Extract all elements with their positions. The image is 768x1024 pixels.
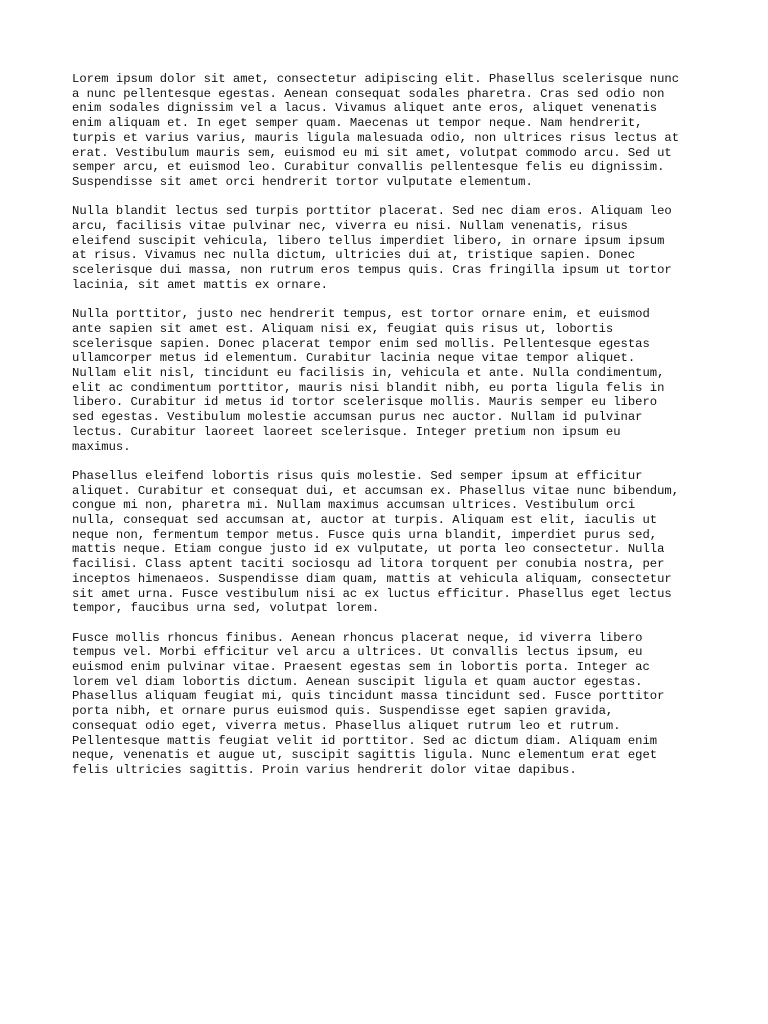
paragraph-1: Lorem ipsum dolor sit amet, consectetur adipiscing elit. Phasellus scelerisque nunc a nunc pellentesque egestas. Aenean consequat sodales pharetra. Cras sed odio non enim sodales dignissim vel a lacus. Vivamus aliquet ante eros, aliquet venenatis enim aliquam et. In eget semper quam. Maecenas ut tempor neque. Nam hendrerit, turpis et varius varius, mauris ligula malesuada odio, non ultrices risus lectus at erat. Vestibulum mauris sem, euismod eu mi sit amet, volutpat commodo arcu. Sed ut semper arcu, et euismod leo. Curabitur convallis pellentesque felis eu dignissim. Suspendisse sit amet orci hendrerit tortor vulputate elementum. xyxy=(72,72,680,189)
document-page xyxy=(72,72,702,792)
paragraph-3: Nulla porttitor, justo nec hendrerit tempus, est tortor ornare enim, et euismod ante sapien sit amet est. Aliquam nisi ex, feugiat quis risus ut, lobortis scelerisque sapien. Donec placerat tempor enim sed mollis. Pellentesque egestas ullamcorper metus id elementum. Curabitur lacinia neque vitae tempor aliquet. Nullam elit nisl, tincidunt eu facilisis in, vehicula et ante. Nulla condimentum, elit ac condimentum porttitor, mauris nisi blandit nibh, eu porta ligula felis in libero. Curabitur id metus id tortor scelerisque mollis. Mauris semper eu libero sed egestas. Vestibulum molestie accumsan purus nec auctor. Nullam id pulvinar lectus. Curabitur laoreet laoreet scelerisque. Integer pretium non ipsum eu maximus. xyxy=(72,307,665,454)
paragraph-2: Nulla blandit lectus sed turpis porttitor placerat. Sed nec diam eros. Aliquam leo arcu, facilisis vitae pulvinar nec, viverra eu nisi. Nullam venenatis, risus eleifend suscipit vehicula, libero tellus imperdiet libero, in ornare ipsum ipsum at risus. Vivamus nec nulla dictum, ultricies dui at, tristique sapien. Donec scelerisque dui massa, non rutrum eros tempus quis. Cras fringilla ipsum ut tortor lacinia, sit amet mattis ex ornare. xyxy=(72,204,672,292)
paragraph-5: Fusce mollis rhoncus finibus. Aenean rhoncus placerat neque, id viverra libero tempus vel. Morbi efficitur vel arcu a ultrices. Ut convallis lectus ipsum, eu euismod enim pulvinar vitae. Praesent egestas sem in lobortis porta. Integer ac lorem vel diam lobortis dictum. Aenean suscipit ligula et quam auctor egestas. Phasellus aliquam feugiat mi, quis tincidunt massa tincidunt sed. Fusce porttitor porta nibh, et ornare purus euismod quis. Suspendisse eget sapien gravida, consequat odio eget, viverra metus. Phasellus aliquet rutrum leo et rutrum. Pellentesque mattis feugiat velit id porttitor. Sed ac dictum diam. Aliquam enim neque, venenatis et augue ut, suscipit sagittis ligula. Nunc elementum erat eget felis ultricies sagittis. Proin varius hendrerit dolor vitae dapibus. xyxy=(72,630,665,777)
paragraph-4: Phasellus eleifend lobortis risus quis molestie. Sed semper ipsum at efficitur aliquet. Curabitur et consequat dui, et accumsan ex. Phasellus vitae nunc bibendum, congue mi non, pharetra mi. Nullam maximus accumsan ultrices. Vestibulum orci nulla, consequat sed accumsan at, auctor at turpis. Aliquam est elit, iaculis ut neque non, fermentum tempor metus. Fusce quis urna blandit, imperdiet purus sed, mattis neque. Etiam congue justo id ex vulputate, ut porta leo consectetur. Nulla facilisi. Class aptent taciti sociosqu ad litora torquent per conubia nostra, per inceptos himenaeos. Suspendisse diam quam, mattis at vehicula aliquam, consectetur sit amet urna. Fusce vestibulum nisi ac ex luctus efficitur. Phasellus eget lectus tempor, faucibus urna sed, volutpat lorem. xyxy=(72,468,680,616)
